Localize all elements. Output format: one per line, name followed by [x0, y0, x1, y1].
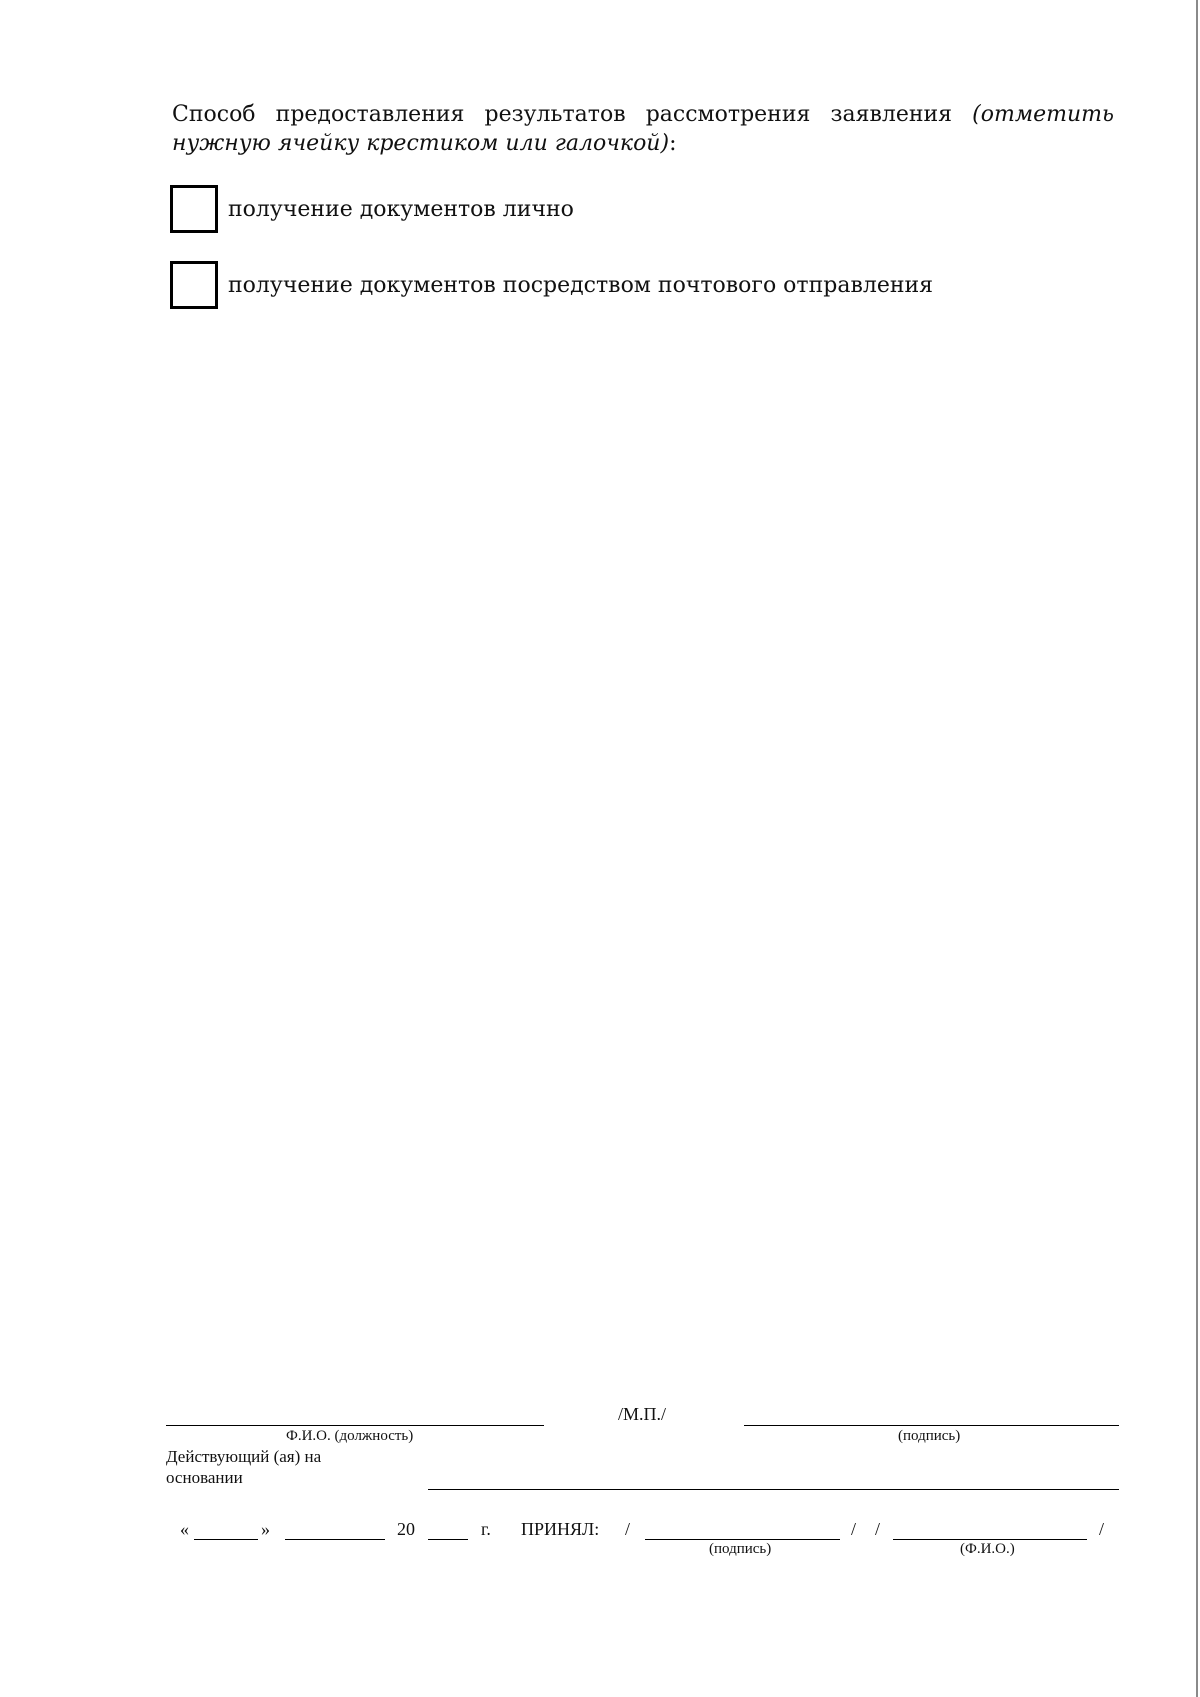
signature-line — [744, 1425, 1119, 1426]
option-postal-delivery-checkbox[interactable] — [170, 261, 218, 309]
accepted-fio-line — [893, 1539, 1087, 1540]
option-personal-pickup-label: получение документов лично — [228, 196, 574, 222]
signature-caption: (подпись) — [898, 1428, 961, 1444]
accepted-signature-line — [645, 1539, 840, 1540]
acting-basis-label-line2: основании — [166, 1468, 243, 1487]
instruction-colon: : — [669, 131, 677, 156]
acting-basis-line — [428, 1489, 1119, 1490]
option-postal-delivery[interactable] — [170, 261, 933, 309]
date-year-prefix: 20 — [397, 1519, 415, 1539]
date-year-suffix: г. — [481, 1519, 491, 1539]
date-year-line — [428, 1539, 468, 1540]
accepted-fio-slash-close: / — [1099, 1519, 1105, 1539]
instruction-hint: (отметить нужную ячейку крестиком или галочкой) — [172, 102, 1114, 156]
delivery-method-instruction — [172, 100, 1114, 158]
accepted-label: ПРИНЯЛ: — [521, 1519, 600, 1539]
accepted-fio-slash-open: / — [875, 1519, 881, 1539]
date-day-line — [194, 1539, 258, 1540]
accepted-signature-slash-open: / — [625, 1519, 631, 1539]
accepted-signature-slash-close: / — [851, 1519, 857, 1539]
date-quote-close: » — [261, 1519, 270, 1539]
stamp-mark: /М.П./ — [618, 1404, 667, 1424]
option-postal-delivery-label: получение документов посредством почтового отправления — [228, 272, 934, 298]
page-edge-line — [1196, 0, 1198, 1697]
date-month-line — [285, 1539, 385, 1540]
fio-position-caption: Ф.И.О. (должность) — [286, 1428, 414, 1444]
option-personal-pickup-checkbox[interactable] — [170, 185, 218, 233]
instruction-text: Способ предоставления результатов рассмотрения заявления — [172, 102, 973, 127]
date-quote-open: « — [180, 1519, 189, 1539]
option-personal-pickup[interactable] — [170, 185, 574, 233]
fio-position-line — [166, 1425, 544, 1426]
accepted-fio-caption: (Ф.И.О.) — [960, 1541, 1015, 1557]
acting-basis-label-line1: Действующий (ая) на — [166, 1447, 322, 1466]
accepted-signature-caption: (подпись) — [709, 1541, 772, 1557]
